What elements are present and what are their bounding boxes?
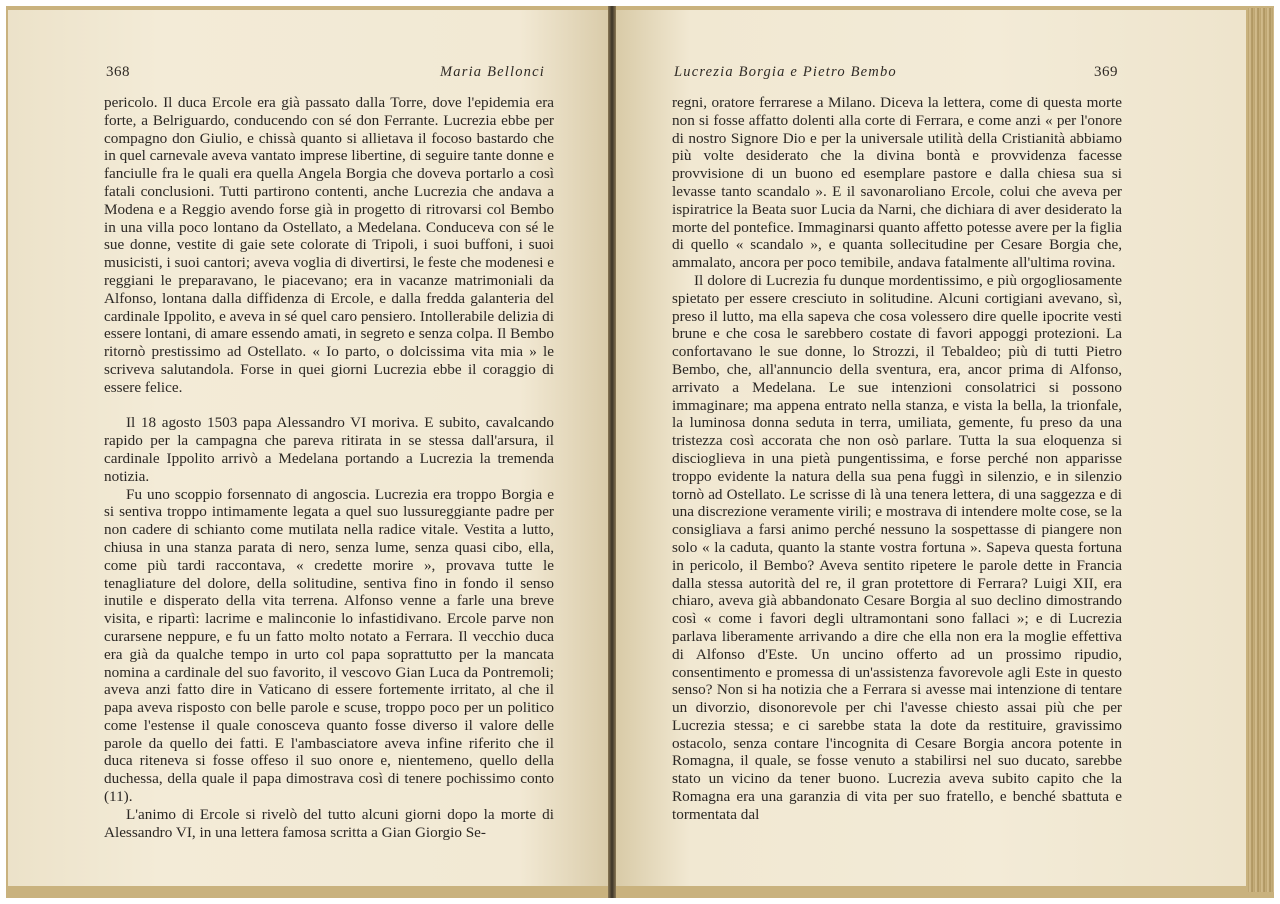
open-book	[6, 6, 1274, 898]
paragraph: Fu uno scoppio forsennato di angoscia. Lucrezia era troppo Borgia e si sentiva troppo intimamente legata a quel suo lussureggiante padre per non cadere di schianto come mutilata nella radice vitale. Vestita a lutto, chiusa in una stanza parata di nero, senza lume, senza quasi cibo, ella, come più tardi raccontava, « credette morire », provava tutte le tenagliature del dolore, della solitudine, sentiva fino in fondo il senso inutile e disperato della vita terrena. Alfonso venne a farle una breve visita, e ripartì: lacrime e malinconie lo infastidivano. Ercole parve non curarsene neppure, e fu un fatto molto notato a Ferrara. Il vecchio duca era già da qualche tempo in urto col papa soprattutto per la mancata nomina a cardinale del suo favorito, il vescovo Gian Luca da Pontremoli; aveva anzi fatto dire in Vaticano di essere fortemente irritato, al che il papa aveva risposto con belle parole e scuse, troppo poco per un politico come l'estense il quale conosceva quanto fosse diverso il valore delle parole da quello dei fatti. E l'ambasciatore aveva infine riferito che il duca riteneva si fosse offeso il suo onore e, nientemeno, quello della duchessa, della quale il papa dimostrava così di tenere pochissimo conto (11).	[104, 485, 554, 806]
paragraph: pericolo. Il duca Ercole era già passato dalla Torre, dove l'epidemia era forte, a Belriguardo, conducendo con sé don Ferrante. Lucrezia ebbe per compagno don Giulio, e chissà quanto si allietava il focoso bastardo che in quel carnevale aveva vantato imprese libertine, di seguire tante donne e fanciulle fra le quali era quella Angela Borgia che doveva portarlo a così fatali conclusioni. Tutti partirono contenti, anche Lucrezia che andava a Modena e a Reggio avendo forse già in progetto di ritrovarsi col Bembo in una villa poco lontano da Ostellato, a Medelana. Conduceva con sé le sue donne, vestite di gaie sete colorate di Tripoli, i suoi buffoni, i suoi musicisti, i suoi cantori; aveva voglia di divertirsi, le feste che modenesi e reggiani le preparavano, le piacevano; era in vacanze matrimoniali da Alfonso, lontana dalla diffidenza di Ercole, e dalla fredda galanteria del cardinale Ippolito, e aveva in sé quel caro pensiero. Intollerabile delizia di essere lontani, di amare essendo amati, in segreto e senza colpa. Il Bembo ritornò prestissimo ad Ostellato. « Io parto, o dolcissima vita mia » le scriveva salutandola. Forse in quei giorni Lucrezia ebbe il coraggio di essere felice.	[104, 94, 554, 396]
paragraph: Il dolore di Lucrezia fu dunque mordentissimo, e più orgogliosamente spietato per essere cresciuto in solitudine. Alcuni cortigiani avevano, sì, preso il lutto, ma ella sapeva che cosa volessero dire quelle ipocrite vesti brune e che cosa le sarebbero costate di favori appoggi protezioni. La confortavano le sue donne, lo Strozzi, il Tebaldeo; più di tutti Pietro Bembo, che, all'annuncio della sventura, era, ancor prima di Alfonso, arrivato a Medelana. Le sue intenzioni consolatrici si possono immaginare; ma appena entrato nella stanza, e vista la bella, la trionfale, la luminosa donna seduta in terra, umiliata, gemente, fu preso da una tristezza così accorata che non osò parlare. Tutta la sua eloquenza si discioglieva in una pietà pungentissima, e forse perché non apparisse troppo evidente la natura della sua pena fuggì in silenzio, e in silenzio tornò ad Ostellato. Le scrisse di là una tenera lettera, di una saggezza e di una discrezione veramente virili; e mostrava di intendere molte cose, se la consigliava a farsi animo perché nessuno la sospettasse di piangere non solo « la caduta, quanto la stante vostra fortuna ». Sapeva questa fortuna in pericolo, il Bembo? Aveva sentito ripetere le parole dette in Francia dalla stessa autorità del re, il gran protettore di Ferrara? Luigi XII, era chiaro, aveva già abbandonato Cesare Borgia al suo declino dimostrando così « come i favori degli ultramontani sono fallaci »; e di Lucrezia parlava liberamente arrivando a dire che ella non era la moglie effettiva di Alfonso d'Este. Un uncino offerto ad un prossimo ripudio, consentimento e promessa di un'assistenza favorevole agli Este in questo senso? Non si ha notizia che a Ferrara si avesse mai intenzione di tentare un divorzio, disonorevole per chi l'avesse chiesto assai più che per Lucrezia stessa; e ci sarebbe stata la dote da restituire, gravissimo ostacolo, senza contare l'incognita di Cesare Borgia ancora potente in Romagna, il quale, se fosse venuto a stabilirsi nel suo ducato, sarebbe stato un vicino da tener buono. Lucrezia aveva subito capito che la Romagna era una garanzia di vita per suo fratello, e benché sbattuta e tormentata dal	[672, 271, 1122, 823]
paragraph: Il 18 agosto 1503 papa Alessandro VI moriva. E subito, cavalcando rapido per la campagna che pareva ritirata in se stessa dall'arsura, il cardinale Ippolito arrivò a Medelana portando a Lucrezia la tremenda notizia.	[104, 414, 554, 485]
page-edges	[1248, 8, 1274, 892]
right-page-text	[672, 94, 1122, 824]
left-page	[8, 10, 610, 886]
book-gutter	[608, 6, 616, 898]
left-page-text	[104, 94, 554, 841]
right-page	[614, 10, 1246, 886]
left-running-head: Maria Bellonci	[440, 64, 545, 80]
right-running-head: Lucrezia Borgia e Pietro Bembo	[674, 64, 897, 80]
left-page-number: 368	[106, 64, 130, 80]
paragraph: regni, oratore ferrarese a Milano. Diceva la lettera, come di questa morte non si fosse affatto dolenti alla corte di Ferrara, e come anzi « per l'onore di nostro Signore Dio e per la universale utilità della Cristianità abbiamo più volte desiderato che la divina bontà e provvidenza facesse provvisione di un buono ed esemplare pastore e dalla chiesa sua si levasse tanto scandalo ». E il savonaroliano Ercole, colui che aveva per ispiratrice la Beata suor Lucia da Narni, che dichiara di aver desiderato la morte del pontefice. Immaginarsi quanto affetto potesse avere per la figlia di quello « scandalo », e quanta sollecitudine per Cesare Borgia che, ammalato, ancora per poco temibile, andava fatalmente all'ultima rovina.	[672, 94, 1122, 272]
paragraph: L'animo di Ercole si rivelò del tutto alcuni giorni dopo la morte di Alessandro VI, in una lettera famosa scritta a Gian Giorgio Se-	[104, 805, 554, 841]
right-page-number: 369	[1094, 64, 1118, 80]
